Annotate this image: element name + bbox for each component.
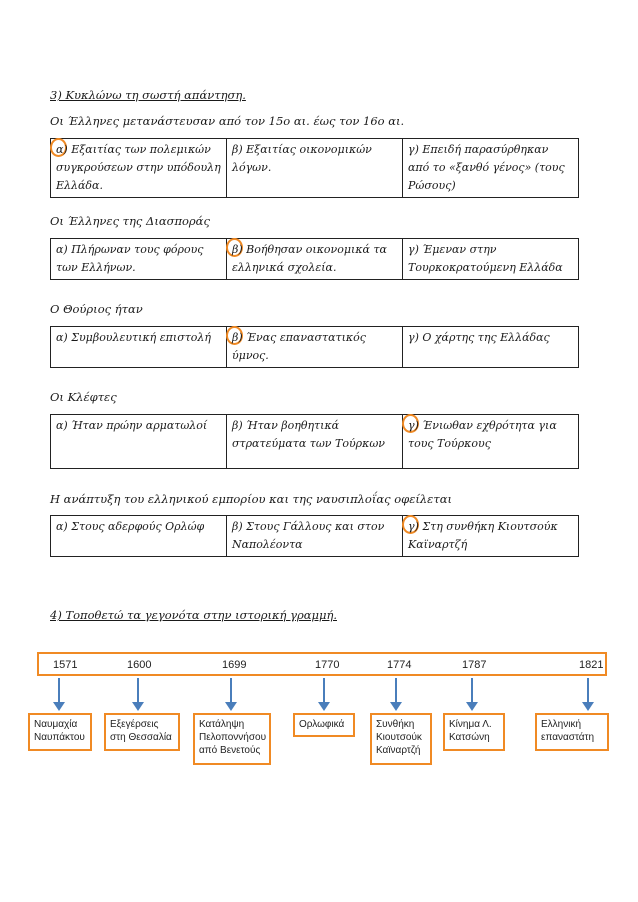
- down-arrow-icon: [224, 678, 238, 712]
- down-arrow-icon: [581, 678, 595, 712]
- option-b[interactable]: β) Ένας επαναστατικός ύμνος.: [227, 327, 403, 368]
- down-arrow-icon: [52, 678, 66, 712]
- timeline-year: 1699: [222, 659, 247, 671]
- question-3: Ο Θούριος ήταν: [50, 302, 143, 316]
- option-a[interactable]: α) Ήταν πρώην αρματωλοί: [51, 415, 227, 469]
- down-arrow-icon: [317, 678, 331, 712]
- timeline-year: 1571: [53, 659, 78, 671]
- option-b[interactable]: β) Εξαιτίας οικονομικών λόγων.: [227, 139, 403, 198]
- timeline-year: 1600: [127, 659, 152, 671]
- section4-title: 4) Τοποθετώ τα γεγονότα στην ιστορική γραμμή.: [50, 608, 337, 622]
- question-4: Οι Κλέφτες: [50, 390, 117, 404]
- down-arrow-icon: [131, 678, 145, 712]
- option-c[interactable]: γ) Ένιωθαν εχθρότητα για τους Τούρκους: [403, 415, 579, 469]
- timeline-year: 1774: [387, 659, 412, 671]
- down-arrow-icon: [465, 678, 479, 712]
- event-box: Συνθήκη Κιουτσούκ Καϊναρτζή: [370, 713, 432, 765]
- options-table-4: [50, 414, 579, 469]
- option-c[interactable]: γ) Ο χάρτης της Ελλάδας: [403, 327, 579, 368]
- option-b[interactable]: β) Ήταν βοηθητικά στρατεύματα των Τούρκων: [227, 415, 403, 469]
- option-b[interactable]: β) Στους Γάλλους και στον Ναπολέοντα: [227, 516, 403, 557]
- event-box: Κίνημα Λ. Κατσώνη: [443, 713, 505, 751]
- option-a[interactable]: α) Πλήρωναν τους φόρους των Ελλήνων.: [51, 239, 227, 280]
- event-box: Κατάληψη Πελοποννήσου από Βενετούς: [193, 713, 271, 765]
- question-2: Οι Έλληνες της Διασποράς: [50, 214, 210, 228]
- question-5: Η ανάπτυξη του ελληνικού εμπορίου και της ναυσιπλοΐας οφείλεται: [50, 492, 452, 506]
- option-b[interactable]: β) Βοήθησαν οικονομικά τα ελληνικά σχολεία.: [227, 239, 403, 280]
- event-box: Ναυμαχία Ναυπάκτου: [28, 713, 92, 751]
- option-c[interactable]: γ) Έμεναν στην Τουρκοκρατούμενη Ελλάδα: [403, 239, 579, 280]
- section3-title: 3) Κυκλώνω τη σωστή απάντηση.: [50, 88, 246, 102]
- option-c[interactable]: γ) Στη συνθήκη Κιουτσούκ Καϊναρτζή: [403, 516, 579, 557]
- options-table-3: [50, 326, 579, 368]
- timeline-year: 1787: [462, 659, 487, 671]
- event-box: Εξεγέρσεις στη Θεσσαλία: [104, 713, 180, 751]
- option-a[interactable]: α) Στους αδερφούς Ορλώφ: [51, 516, 227, 557]
- option-c[interactable]: γ) Επειδή παρασύρθηκαν από το «ξανθό γένος» (τους Ρώσους): [403, 139, 579, 198]
- timeline-year: 1770: [315, 659, 340, 671]
- down-arrow-icon: [389, 678, 403, 712]
- options-table-5: [50, 515, 579, 557]
- event-box: Ελληνική επαναστάτη: [535, 713, 609, 751]
- option-a[interactable]: α) Συμβουλευτική επιστολή: [51, 327, 227, 368]
- option-a[interactable]: α) Εξαιτίας των πολεμικών συγκρούσεων στην υπόδουλη Ελλάδα.: [51, 139, 227, 198]
- options-table-2: [50, 238, 579, 280]
- options-table-1: [50, 138, 579, 198]
- event-box: Ορλωφικά: [293, 713, 355, 737]
- question-1: Οι Έλληνες μετανάστευσαν από τον 15ο αι. έως τον 16ο αι.: [50, 114, 405, 128]
- timeline-year: 1821: [579, 659, 604, 671]
- timeline-bar: [37, 652, 607, 676]
